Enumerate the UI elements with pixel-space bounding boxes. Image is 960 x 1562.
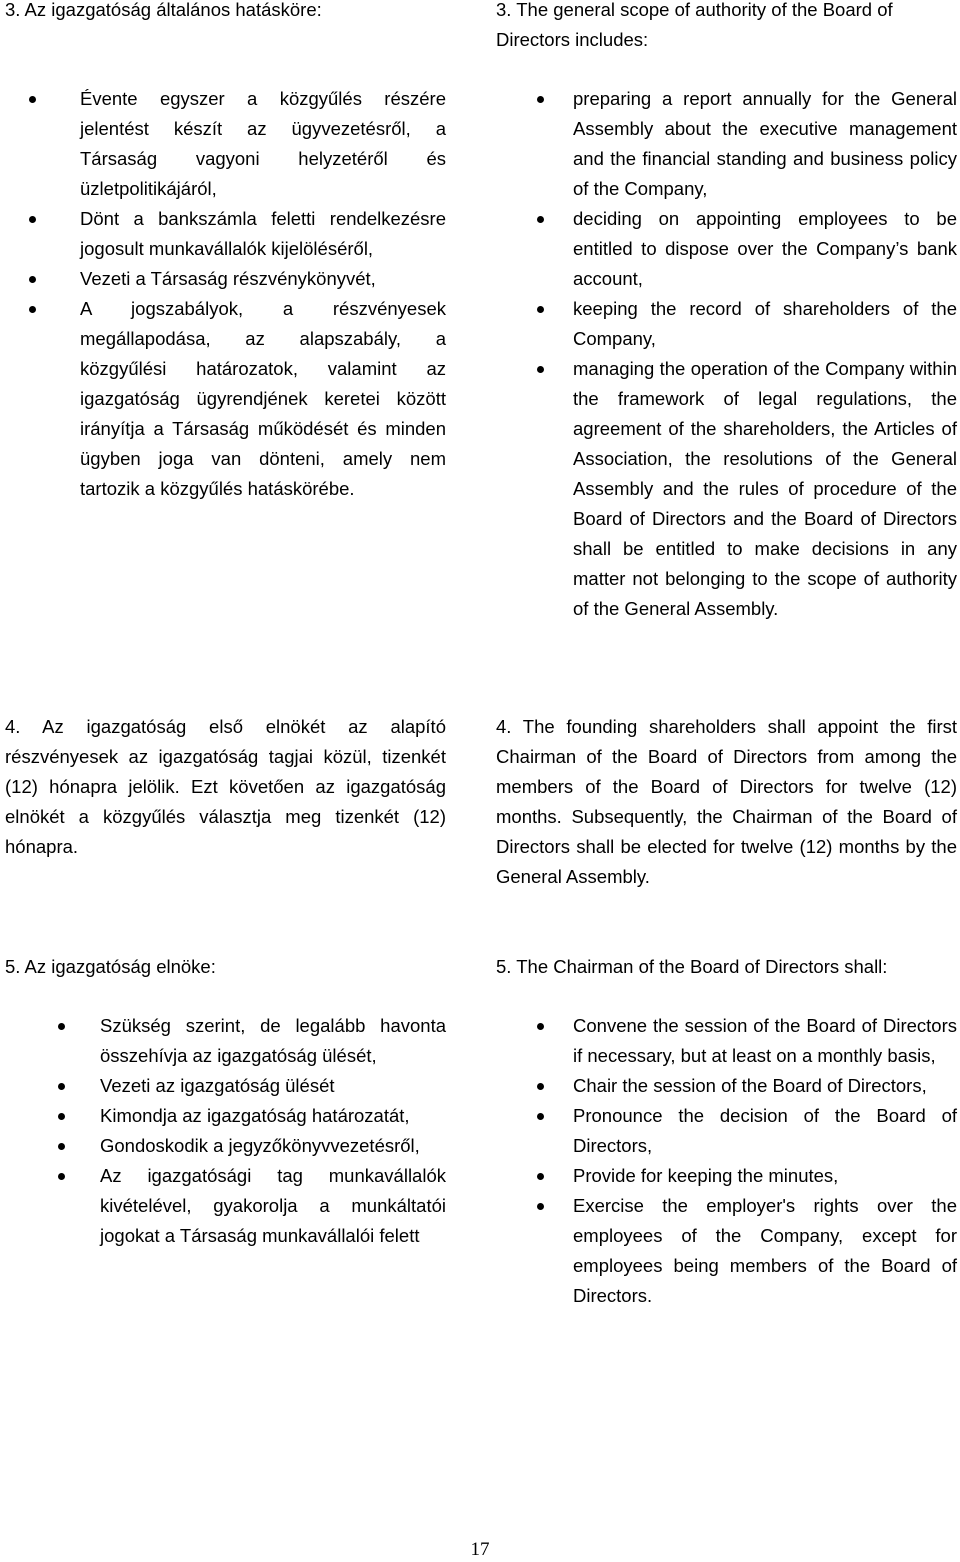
section5-en-item-text: Provide for keeping the minutes, xyxy=(573,1165,839,1186)
section3-hu-item-text: Dönt a bankszámla feletti rendelkezésre jogosult munkavállalók kijelöléséről, xyxy=(80,208,446,259)
bullet-dot-icon xyxy=(537,1083,544,1090)
bullet-dot-icon xyxy=(58,1113,65,1120)
section3-hu-item-text: Vezeti a Társaság részvénykönyvét, xyxy=(80,268,376,289)
bullet-dot-icon xyxy=(29,276,36,283)
section5-en-item xyxy=(496,1191,957,1311)
section3-hu-heading: 3. Az igazgatóság általános hatásköre: xyxy=(5,0,322,20)
bullet-dot-icon xyxy=(29,216,36,223)
bullet-dot-icon xyxy=(537,1113,544,1120)
section3-hu-item xyxy=(5,84,446,204)
section3-hu-item xyxy=(5,204,446,264)
section5-hu-item-text: Gondoskodik a jegyzőkönyvvezetésről, xyxy=(100,1135,420,1156)
section5-en-item-text: Exercise the employer's rights over the employees of the Company, except for employees being members of the Board of Directors. xyxy=(573,1195,957,1306)
section3-hu-list-block xyxy=(5,84,446,504)
section3-en-item-text: keeping the record of shareholders of the Company, xyxy=(573,298,957,349)
section5-hu-item xyxy=(5,1131,446,1161)
section4-en-paragraph: 4. The founding shareholders shall appoint the first Chairman of the Board of Directors from among the members of the Board of Directors for twelve (12) months. Subsequently, the Chairman of the Board of Directors shall be elected for twelve (12) months by the General Assembly. xyxy=(496,716,957,887)
section3-hu-heading-block xyxy=(5,0,446,25)
section4-hu-paragraph: 4. Az igazgatóság első elnökét az alapító részvényesek az igazgatóság tagjai közül, tizenkét (12) hónapra jelölik. Ezt követően az igazgatóság elnökét a közgyűlés választja meg tizenkét (12) hónapra. xyxy=(5,716,446,857)
bullet-dot-icon xyxy=(537,306,544,313)
section5-en-item xyxy=(496,1101,957,1161)
section5-hu-heading: 5. Az igazgatóság elnöke: xyxy=(5,956,216,977)
section5-en-item xyxy=(496,1071,957,1101)
bullet-dot-icon xyxy=(29,96,36,103)
section4-en-block xyxy=(496,712,957,892)
section5-hu-item-text: Vezeti az igazgatóság ülését xyxy=(100,1075,335,1096)
section3-en-item xyxy=(496,84,957,204)
section3-en-list xyxy=(496,84,957,624)
section5-en-item xyxy=(496,1011,957,1071)
section3-hu-item-text: Évente egyszer a közgyűlés részére jelentést készít az ügyvezetésről, a Társaság vagyoni helyzetéről és üzletpolitikájáról, xyxy=(80,88,446,199)
bullet-dot-icon xyxy=(537,366,544,373)
section5-en-item-text: Chair the session of the Board of Directors, xyxy=(573,1075,927,1096)
section3-en-list-block xyxy=(496,84,957,624)
section5-en-item xyxy=(496,1161,957,1191)
bullet-dot-icon xyxy=(537,216,544,223)
section5-hu-item xyxy=(5,1101,446,1131)
page-number: 17 xyxy=(470,1539,490,1560)
section5-hu-item xyxy=(5,1011,446,1071)
section5-en-heading: 5. The Chairman of the Board of Directors shall: xyxy=(496,956,888,977)
section4-hu-block xyxy=(5,712,446,862)
section3-en-heading: 3. The general scope of authority of the Board of Directors includes: xyxy=(496,0,893,50)
section5-en-item-text: Convene the session of the Board of Directors if necessary, but at least on a monthly basis, xyxy=(573,1015,957,1066)
section5-hu-item-text: Szükség szerint, de legalább havonta összehívja az igazgatóság ülését, xyxy=(100,1015,446,1066)
section3-en-item xyxy=(496,294,957,354)
section5-en-item-text: Pronounce the decision of the Board of Directors, xyxy=(573,1105,957,1156)
section3-hu-item xyxy=(5,264,446,294)
bullet-dot-icon xyxy=(537,96,544,103)
bullet-dot-icon xyxy=(58,1173,65,1180)
bullet-dot-icon xyxy=(58,1083,65,1090)
section5-en-list-block xyxy=(496,1011,957,1311)
section3-en-item-text: managing the operation of the Company within the framework of legal regulations, the agreement of the shareholders, the Articles of Association, the resolutions of the General Assembly and the rules of procedure of the Board of Directors and the Board of Directors shall be entitled to make decisions in any matter not belonging to the scope of authority of the General Assembly. xyxy=(573,358,957,619)
section5-hu-list xyxy=(5,1011,446,1251)
section3-en-heading-block xyxy=(496,0,957,55)
section3-hu-item-text: A jogszabályok, a részvényesek megállapodása, az alapszabály, a közgyűlési határozatok, valamint az igazgatóság ügyrendjének keretei között irányítja a Társaság működését és minden ügyben joga van dönteni, amely nem tartozik a közgyűlés hatáskörébe. xyxy=(80,298,446,499)
section5-hu-heading-block xyxy=(5,952,446,982)
section5-hu-item xyxy=(5,1071,446,1101)
section3-hu-item xyxy=(5,294,446,504)
section5-hu-item-text: Kimondja az igazgatóság határozatát, xyxy=(100,1105,410,1126)
bullet-dot-icon xyxy=(537,1023,544,1030)
bullet-dot-icon xyxy=(537,1203,544,1210)
section5-hu-item-text: Az igazgatósági tag munkavállalók kivételével, gyakorolja a munkáltatói jogokat a Társaság munkavállalói felett xyxy=(100,1165,446,1246)
bullet-dot-icon xyxy=(58,1023,65,1030)
section3-en-item-text: preparing a report annually for the General Assembly about the executive management and the financial standing and business policy of the Company, xyxy=(573,88,957,199)
section5-hu-list-block xyxy=(5,1011,446,1251)
section5-en-list xyxy=(496,1011,957,1311)
section5-hu-item xyxy=(5,1161,446,1251)
section3-hu-list xyxy=(5,84,446,504)
bullet-dot-icon xyxy=(29,306,36,313)
section3-en-item xyxy=(496,204,957,294)
section3-en-item-text: deciding on appointing employees to be entitled to dispose over the Company’s bank account, xyxy=(573,208,957,289)
section5-en-heading-block xyxy=(496,952,957,982)
bullet-dot-icon xyxy=(537,1173,544,1180)
bullet-dot-icon xyxy=(58,1143,65,1150)
section3-en-item xyxy=(496,354,957,624)
